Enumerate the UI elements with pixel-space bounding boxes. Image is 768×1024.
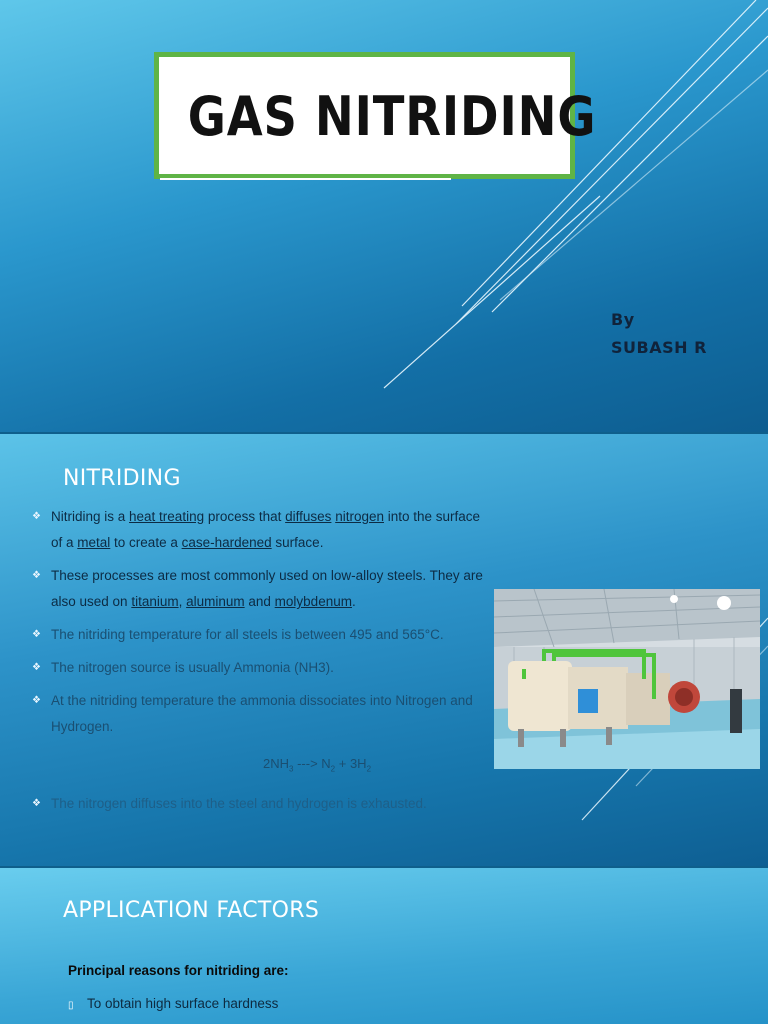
link-diffuses[interactable]: diffuses <box>285 509 332 524</box>
author-block <box>611 306 707 362</box>
bullet-text: , <box>178 594 187 609</box>
slide-title-nitriding: NITRIDING <box>63 466 181 491</box>
link-nitrogen[interactable]: nitrogen <box>335 509 384 524</box>
ammonia-formula <box>263 756 371 774</box>
link-heat-treating[interactable]: heat treating <box>129 509 205 524</box>
formula-part: ---> N <box>293 756 331 771</box>
link-titanium[interactable]: titanium <box>131 594 179 609</box>
bullet-text: process that <box>204 509 286 524</box>
section-subtitle: Principal reasons for nitriding are: <box>68 963 289 978</box>
diamond-bullet-icon: ❖ <box>32 695 41 706</box>
formula-subscript: 2 <box>366 764 372 774</box>
bullet-text: surface. <box>271 535 324 550</box>
list-item <box>68 996 278 1011</box>
bullet-text: . <box>351 594 356 609</box>
link-metal[interactable]: metal <box>77 535 111 550</box>
bullet-text: The nitriding temperature for all steels is between 495 and 565°C. <box>51 627 444 642</box>
furnace-photo-image <box>494 589 760 769</box>
diamond-bullet-icon: ❖ <box>32 662 41 673</box>
link-molybdenum[interactable]: molybdenum <box>274 594 352 609</box>
slide-application-factors[interactable] <box>0 868 768 1024</box>
bullet-row <box>32 791 492 817</box>
bullet-item <box>32 655 492 681</box>
title-underline <box>160 178 451 180</box>
formula-subscript: 3 <box>289 764 294 774</box>
link-aluminum[interactable]: aluminum <box>186 594 245 609</box>
furnace-photo <box>494 589 760 769</box>
diamond-bullet-icon: ❖ <box>32 511 41 522</box>
list-item-text: To obtain high surface hardness <box>87 996 279 1011</box>
link-case-hardened[interactable]: case-hardened <box>181 535 272 550</box>
presentation-title: GAS NITRIDING <box>187 85 597 148</box>
formula-part: 2NH <box>263 756 290 771</box>
bullet-item <box>32 563 492 615</box>
bullet-list <box>32 504 492 747</box>
bullet-item <box>32 622 492 648</box>
bullet-text: These processes are most commonly used on low-alloy steels. They are also used on <box>51 568 483 609</box>
bullet-text: to create a <box>110 535 182 550</box>
author-name: SUBASH R <box>611 338 707 357</box>
bullet-text: into the surface of a <box>51 509 481 550</box>
formula-part: + 3H <box>335 756 367 771</box>
title-box <box>154 52 597 179</box>
bullet-text: At the nitriding temperature the ammonia dissociates into Nitrogen and Hydrogen. <box>51 693 473 734</box>
diamond-bullet-icon: ❖ <box>32 798 41 809</box>
diamond-bullet-icon: ❖ <box>32 629 41 640</box>
bullet-item <box>32 791 492 824</box>
bullet-item <box>32 504 492 556</box>
bullet-text: and <box>244 594 275 609</box>
slide-title-application-factors: APPLICATION FACTORS <box>63 898 320 923</box>
bullet-text: The nitrogen source is usually Ammonia (NH3). <box>51 660 334 675</box>
bullet-text: The nitrogen diffuses into the steel and hydrogen is exhausted. <box>51 796 427 811</box>
square-bullet-icon: ▯ <box>68 1000 74 1011</box>
bullet-item <box>32 688 492 740</box>
by-label: By <box>611 310 635 329</box>
slide-title[interactable] <box>0 0 768 432</box>
diamond-bullet-icon: ❖ <box>32 570 41 581</box>
formula-subscript: 2 <box>330 764 336 774</box>
slide-nitriding[interactable] <box>0 434 768 866</box>
bullet-text: Nitriding is a <box>51 509 130 524</box>
